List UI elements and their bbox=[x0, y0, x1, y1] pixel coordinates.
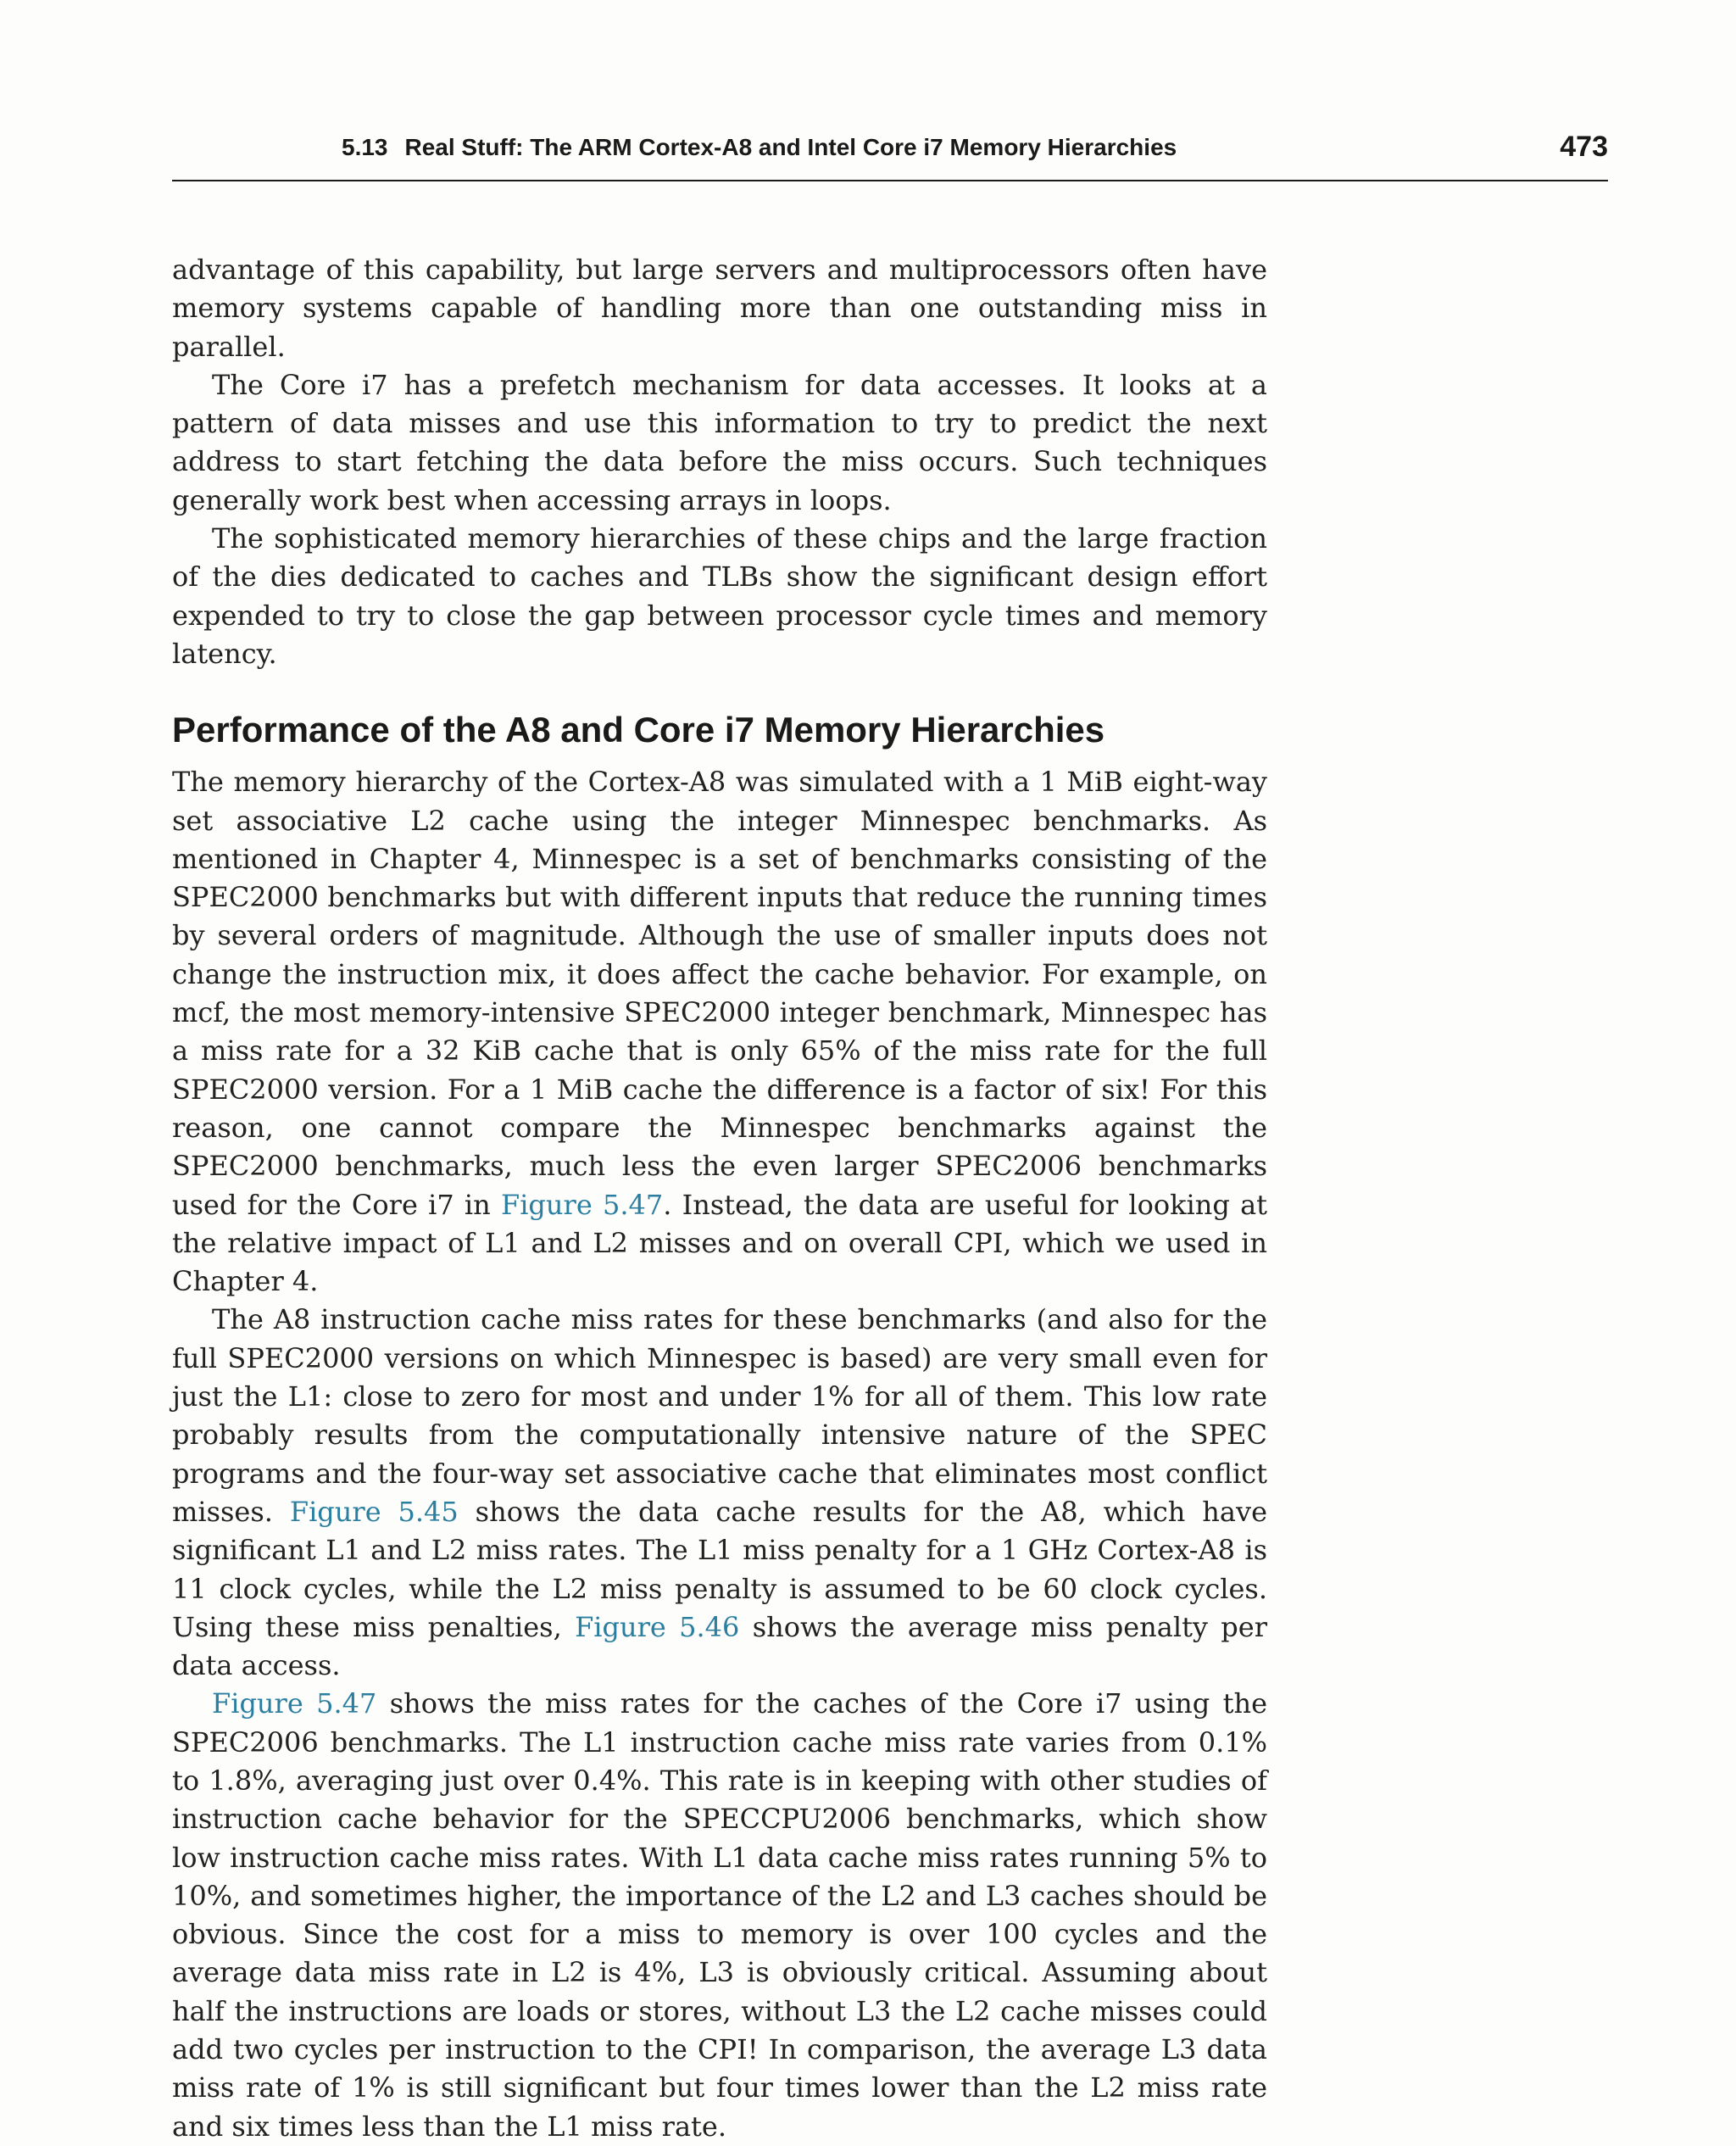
paragraph-3: The sophisticated memory hierarchies of these chips and the large fraction of the dies dedicated to caches and TLBs show the significant design effort expended to try to close the gap between processor cycle times and memory latency. bbox=[172, 522, 1267, 670]
figure-5-47-link[interactable]: Figure 5.47 bbox=[212, 1687, 377, 1720]
section-number: 5.13 bbox=[342, 134, 388, 160]
paragraph-5 bbox=[172, 1301, 1267, 1685]
paragraph-6-text-1: shows the miss rates for the caches of the Core i7 using the SPEC2006 benchmarks. The L1 instruction cache miss rate varies from 0.1% to 1.8%, averaging just over 0.4%. This rate is in keeping with other studies of instruction cache behavior for the SPECCPU2006 benchmarks, which show low instruction cache miss rates. With L1 data cache miss rates running 5% to 10%, and sometimes higher, the importance of the L2 and L3 caches should be obvious. Since the cost for a miss to memory is over 100 cycles and the average data miss rate in L2 is 4%, L3 is obviously critical. Assuming about half the instructions are loads or stores, without L3 the L2 cache misses could add two cycles per instruction to the CPI! In comparison, the average L3 data miss rate of 1% is still significant but four times lower than the L2 miss rate and six times less than the L1 miss rate. bbox=[172, 1687, 1268, 2143]
figure-5-47-link[interactable]: Figure 5.47 bbox=[500, 1188, 664, 1221]
paragraph-4-text-2: . Instead, the data are useful for looking at the relative impact of L1 and L2 misses and on overall CPI, which we used in Chapter 4. bbox=[172, 1188, 1268, 1298]
running-head bbox=[172, 129, 1608, 181]
paragraph-5-text-3: shows the average miss penalty per data access. bbox=[172, 1610, 1268, 1682]
section-title: Real Stuff: The ARM Cortex-A8 and Intel Core i7 Memory Hierarchies bbox=[404, 134, 1177, 160]
paragraph-5-text-1: The A8 instruction cache miss rates for these benchmarks (and also for the full SPEC2000 versions on which Minnespec is based) are very small even for just the L1: close to zero for most and under 1% for all of them. This low rate probably results from the computationally intensive nature of the SPEC programs and the four-way set associative cache that eliminates most conflict misses. bbox=[172, 1303, 1267, 1528]
running-head-title bbox=[342, 134, 1177, 161]
page-number: 473 bbox=[1560, 131, 1608, 163]
paragraph-4-text-1: The memory hierarchy of the Cortex-A8 was simulated with a 1 MiB eight-way set associative L2 cache using the integer Minnespec benchmarks. As mentioned in Chapter 4, Minnespec is a set of benchmarks consisting of the SPEC2000 benchmarks but with different inputs that reduce the running times by several orders of magnitude. Although the use of smaller inputs does not change the instruction mix, it does affect the cache behavior. For example, on mcf, the most memory-intensive SPEC2000 integer benchmark, Minnespec has a miss rate for a 32 KiB cache that is only 65% of the miss rate for the full SPEC2000 version. For a 1 MiB cache the difference is a factor of six! For this reason, one cannot compare the Minnespec benchmarks against the SPEC2000 benchmarks, much less the even larger SPEC2006 benchmarks used for the Core i7 in bbox=[172, 766, 1267, 1221]
body-text bbox=[172, 251, 1267, 2146]
paragraph-5-text-2: shows the data cache results for the A8, which have significant L1 and L2 miss rates. The L1 miss penalty for a 1 GHz Cortex-A8 is 11 clock cycles, while the L2 miss penalty is assumed to be 60 clock cycles. Using these miss penalties, bbox=[172, 1495, 1268, 1643]
paragraph-4 bbox=[172, 763, 1267, 1301]
section-heading: Performance of the A8 and Core i7 Memory Hierarchies bbox=[172, 710, 1105, 750]
paragraph-2: The Core i7 has a prefetch mechanism for data accesses. It looks at a pattern of data misses and use this information to try to predict the next address to start fetching the data before the miss occurs. Such techniques generally work best when accessing arrays in loops. bbox=[172, 368, 1267, 516]
paragraph-1: advantage of this capability, but large servers and multiprocessors often have memory systems capable of handling more than one outstanding miss in parallel. bbox=[172, 254, 1267, 363]
figure-5-46-link[interactable]: Figure 5.46 bbox=[575, 1610, 740, 1643]
figure-5-45-link[interactable]: Figure 5.45 bbox=[289, 1495, 459, 1528]
paragraph-6 bbox=[172, 1685, 1267, 2146]
